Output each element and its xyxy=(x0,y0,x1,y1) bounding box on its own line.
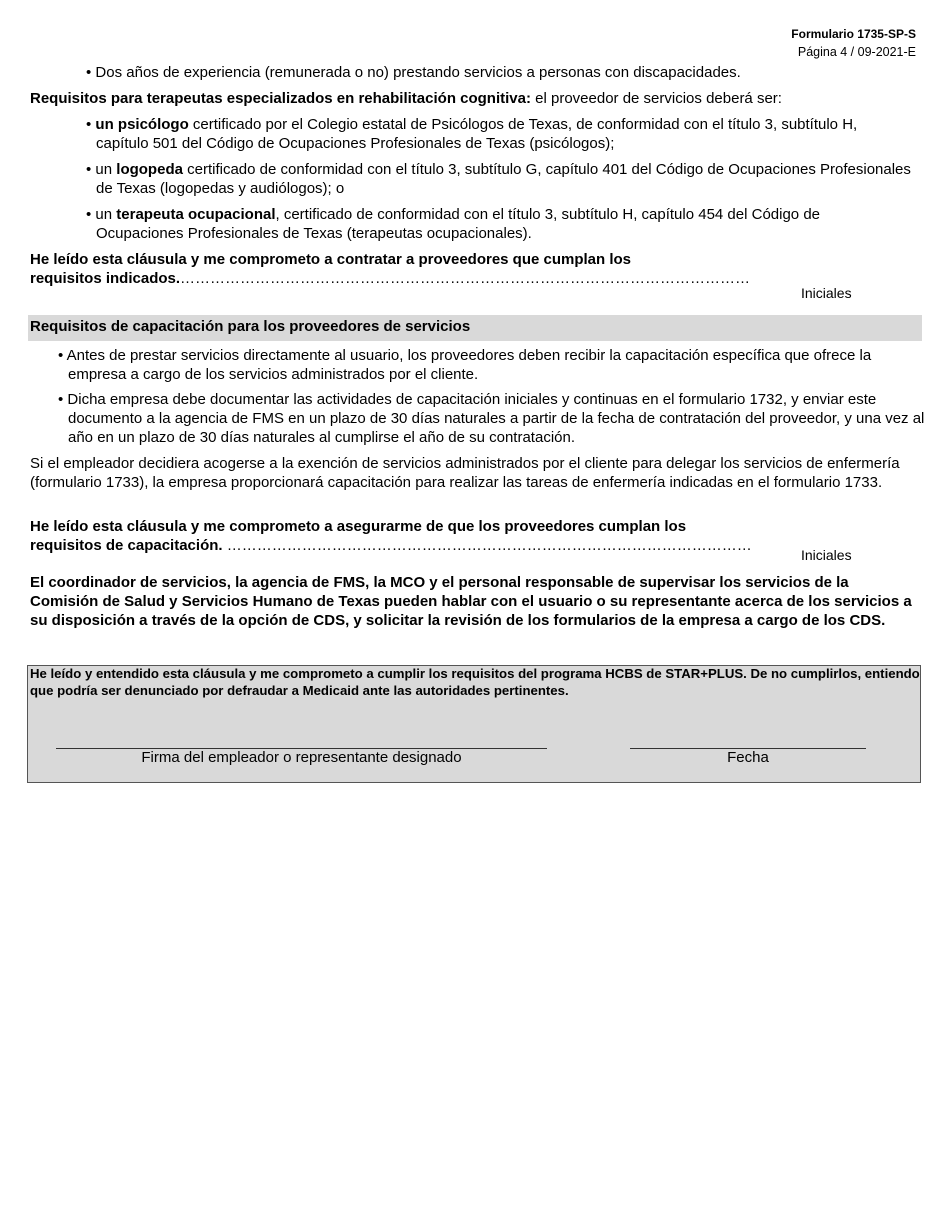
list-item: • un terapeuta ocupacional, certificado de conformidad con el título 3, subtítulo H, capítulo 454 del Código de Ocupaciones Profesionales de Texas (terapeutas ocupacionales). xyxy=(86,206,820,242)
date-label: Fecha xyxy=(727,749,769,766)
experience-bullet: • Dos años de experiencia (remunerada o no) prestando servicios a personas con discapacidades. xyxy=(86,64,741,81)
list-item: • un logopeda certificado de conformidad con el título 3, subtítulo G, capítulo 401 del Código de Ocupaciones Profesionales de Texas (logopedas y audiólogos); o xyxy=(86,161,911,197)
section-title: Requisitos de capacitación para los proveedores de servicios xyxy=(30,318,471,335)
list-item: • Dicha empresa debe documentar las actividades de capacitación iniciales y continuas en el formulario 1732, y enviar este documento a la agencia de FMS en un plazo de 30 días naturales a partir de la fecha de contratación del proveedor, y una vez al año en un plazo de 30 días naturales al cumplirse el año de su contratación. xyxy=(58,391,925,446)
bullet-text: certificado por el Colegio estatal de Psicólogos de Texas, de conformidad con el título 3, subtítulo H, capítulo 501 del Código de Ocupaciones Profesionales de Texas (psicólogos); xyxy=(96,116,858,152)
initials-label: Iniciales xyxy=(801,285,852,301)
form-number: Formulario 1735-SP-S xyxy=(791,27,916,41)
dot-leader: …………………………………………………………………………………………………… xyxy=(180,270,751,287)
nursing-paragraph: Si el empleador decidiera acogerse a la exención de servicios administrados por el cliente para delegar los servicios de enfermería (formulario 1733), la empresa proporcionará capacitación para realizar las tareas de enfermería indicadas en el formulario 1733. xyxy=(30,455,900,491)
agreement-line: He leído esta cláusula y me comprometo a contratar a proveedores que cumplan los xyxy=(30,251,632,268)
signature-label: Firma del empleador o representante designado xyxy=(141,749,462,766)
bullet-bold: logopeda xyxy=(116,161,183,178)
agreement-bold: requisitos indicados. xyxy=(30,270,181,287)
signature-statement: He leído y entendido esta cláusula y me comprometo a cumplir los requisitos del programa HCBS de STAR+PLUS. De no cumplirlos, entiendo que podría ser denunciado por defraudar a Medicaid ante las autoridades pertinentes. xyxy=(30,666,920,698)
agreement-line xyxy=(30,269,750,288)
bullet-bold: un psicólogo xyxy=(95,116,189,133)
initials-label: Iniciales xyxy=(801,547,852,563)
page-info: Página 4 / 09-2021-E xyxy=(797,45,916,59)
dot-leader: …………………………………………………………………………………………… xyxy=(222,537,752,554)
cognitive-heading-rest: el proveedor de servicios deberá ser: xyxy=(530,90,782,107)
list-item: • un psicólogo certificado por el Colegio estatal de Psicólogos de Texas, de conformidad con el título 3, subtítulo H, capítulo 501 del Código de Ocupaciones Profesionales de Texas (psicólogos); xyxy=(86,116,858,152)
cognitive-heading-bold: Requisitos para terapeutas especializados en rehabilitación cognitiva: xyxy=(30,90,531,107)
cognitive-heading xyxy=(30,89,782,108)
agreement-line xyxy=(30,536,752,555)
coordinator-paragraph: El coordinador de servicios, la agencia de FMS, la MCO y el personal responsable de supervisar los servicios de la Comisión de Salud y Servicios Humano de Texas pueden hablar con el usuario o su representante acerca de los servicios a su disposición a través de la opción de CDS, y solicitar la revisión de los formularios de la empresa a cargo de los CDS. xyxy=(30,574,912,629)
agreement-bold: requisitos de capacitación. xyxy=(30,537,223,554)
bullet-bold: terapeuta ocupacional xyxy=(116,206,276,223)
agreement-line: He leído esta cláusula y me comprometo a asegurarme de que los proveedores cumplan los xyxy=(30,518,687,535)
bullet-text: certificado de conformidad con el título 3, subtítulo G, capítulo 401 del Código de Ocupaciones Profesionales de Texas (logopedas y audiólogos); o xyxy=(96,161,911,197)
bullet-text: , certificado de conformidad con el título 3, subtítulo H, capítulo 454 del Código de Ocupaciones Profesionales de Texas (terapeutas ocupacionales). xyxy=(96,206,820,242)
list-item: • Antes de prestar servicios directamente al usuario, los proveedores deben recibir la capacitación específica que ofrece la empresa a cargo de los servicios administrados por el cliente. xyxy=(58,347,872,383)
